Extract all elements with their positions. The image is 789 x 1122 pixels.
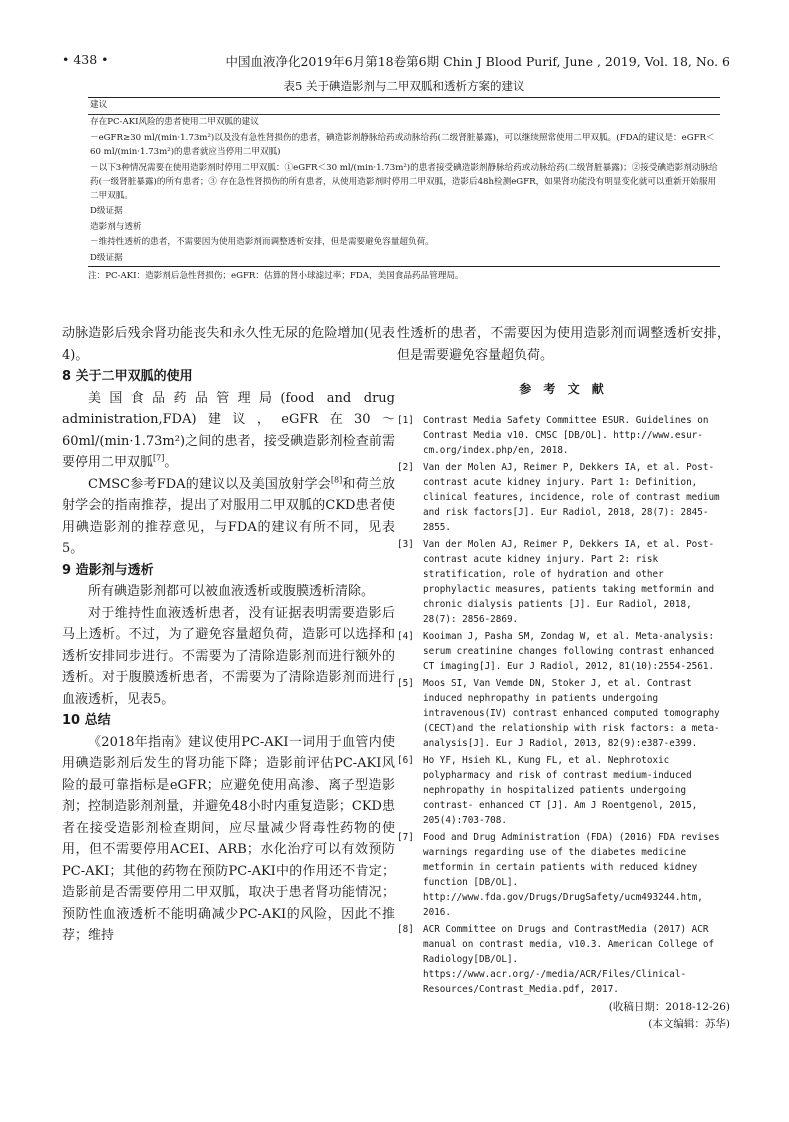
citation-ref: [8] [330,475,343,485]
section-8-heading: 8 关于二甲双胍的使用 [62,369,193,384]
reference-number: [7] [397,832,414,843]
editor-credit: (本文编辑：苏华) [648,1018,730,1030]
page-number: • 438 • [62,52,109,67]
reference-item [397,460,730,535]
journal-citation: 中国血液净化2019年6月第18卷第6期 Chin J Blood Purif, June , 2019, Vol. 18, No. 6 [225,54,730,69]
table-row: 造影剂与透析 [90,221,142,232]
running-header [62,52,730,72]
reference-text: Kooiman J, Pasha SM, Zondag W, et al. Meta-analysis: serum creatinine changes following contrast enhanced CT imaging[J]. Eur J Radiol, 2012, 81(10):2554-2561. [423,631,715,672]
table-row: D级证据 [90,206,123,216]
table-row: －维持性透析的患者，不需要因为使用造影剂而调整透析安排，但是需要避免容量超负荷。 [90,237,434,247]
left-column [62,323,395,947]
reference-item [397,629,730,674]
reference-list [397,413,730,997]
reference-text: Ho YF, Hsieh KL, Kung FL, et al. Nephrotoxic polypharmacy and risk of contrast medium-induced nephropathy in hospitalized patients undergoing contrast- enhanced CT [J]. Am J Roentgenol, 2015, 205(4):703-708. [423,755,698,826]
text-run: 和荷兰放射学会的指南推荐，提出了对服用二甲双胍的CKD患者使用碘造影剂的推荐意见，与FDA的建议有所不同，见表5。 [62,476,395,556]
table-note: 注：PC-AKI：造影剂后急性肾损伤；eGFR：估算的肾小球滤过率；FDA，美国食品药品管理局。 [88,271,464,281]
table-header-cell: 建议 [90,100,108,110]
reference-item [397,413,730,458]
reference-number: [5] [397,678,414,689]
text-run: 。 [164,455,178,470]
paragraph: 性透析的患者，不需要因为使用造影剂而调整透析安排，但是需要避免容量超负荷。 [397,326,730,363]
reference-text: ACR Committee on Drugs and ContrastMedia (2017) ACR manual on contrast media, v10.3. American College of Radiology[DB/OL]. https://www.acr.org/-/media/ACR/Files/Clinical-Resources/Contrast_Media.pdf, 2017. [423,924,715,995]
citation-ref: [7] [153,453,165,463]
table-title: 表5 关于碘造影剂与二甲双胍和透析方案的建议 [283,79,525,93]
reference-text: Van der Molen AJ, Reimer P, Dekkers IA, et al. Post-contrast acute kidney injury. Part 2: risk stratification, role of hydration and other prophylactic measures, patients taking metformin and chronic dialysis patients [J]. Eur Radiol, 2018, 28(7): 2856-2869. [423,539,715,625]
section-9-heading: 9 造影剂与透析 [62,562,154,578]
table-row: 存在PC-AKI风险的患者使用二甲双胍的建议 [90,116,259,127]
table-row: －以下3种情况需要在使用造影剂时停用二甲双胍：①eGFR＜30 ml/(min·1.73m²)的患者接受碘造影剂静脉给药或动脉给药(二级肾脏暴露)；②接受碘造影剂动脉给药(一级肾脏暴露)的所有患者；③ 存在急性肾损伤的所有患者，从使用造影剂时停用二甲双胍，造影后48h检测eGFR，如果肾功能没有明显变化就可以重新开始服用二甲双胍。 [90,163,718,201]
paragraph [62,474,395,560]
reference-number: [1] [397,415,414,426]
reference-item [397,830,730,920]
text-run: CMSC参考FDA的建议以及美国放射学会 [88,476,331,492]
paragraph [62,388,395,474]
reference-number: [2] [397,462,414,473]
reference-item [397,537,730,627]
references-heading: 参 考 文 献 [519,382,608,396]
reference-number: [8] [397,924,414,935]
table-5 [88,78,720,283]
reference-text: Contrast Media Safety Committee ESUR. Guidelines on Contrast Media v10. CMSC [DB/OL]. http://www.esur-cm.org/index.php/en, 2018. [423,415,709,456]
paragraph: 动脉造影后残余肾功能丧失和永久性无尿的危险增加(见表4)。 [62,326,395,363]
paragraph: 所有碘造影剂都可以被血液透析或腹膜透析清除。 [88,584,375,599]
reference-text: Van der Molen AJ, Reimer P, Dekkers IA, et al. Post-contrast acute kidney injury. Part 1: Definition, clinical features, incidence, role of contrast medium and risk factors[J]. Eur Radiol, 2018, 28(7): 2845-2855. [423,462,720,533]
reference-text: Moos SI, Van Vemde DN, Stoker J, et al. Contrast induced nephropathy in patients undergoing intravenous(IV) contrast enhanced computed tomography (CECT)and the relationship with risk factors: a meta-analysis[J]. Eur J Radiol, 2013, 82(9):e387-e399. [423,678,720,749]
table-row: D级证据 [90,252,123,263]
reference-item [397,753,730,828]
text-run: 美国食品药品管理局(food and drug administration,FDA)建议，eGFR在30～60ml/(min·1.73m²)之间的患者，接受碘造影剂检查前需要停用二甲双胍 [62,390,395,470]
paragraph: 《2018年指南》建议使用PC-AKI一词用于血管内使用碘造影剂后发生的肾功能下降；造影前评估PC-AKI风险的最可靠指标是eGFR；应避免使用高渗、离子型造影剂；控制造影剂剂量，并避免48小时内重复造影；CKD患者在接受造影剂检查期间，应尽量减少肾毒性药物的使用，但不需要停用ACEI、ARB；水化治疗可以有效预防PC-AKI；其他的药物在预防PC-AKI中的作用还不肯定；造影前是否需要停用二甲双胍，取决于患者肾功能情况；预防性血液透析不能明确减少PC-AKI的风险，因此不推荐；维持 [62,734,395,943]
paragraph: 对于维持性血液透析患者，没有证据表明需要造影后马上透析。不过，为了避免容量超负荷，造影可以选择和透析安排同步进行。不需要为了清除造影剂而进行额外的透析。对于腹膜透析患者，不需要为了清除造影剂而进行血液透析，见表5。 [62,605,395,707]
reference-number: [3] [397,539,414,550]
reference-item [397,922,730,997]
reference-item [397,676,730,751]
section-10-heading: 10 总结 [62,713,111,728]
right-column [397,323,730,1033]
reference-number: [6] [397,755,414,766]
table-row: －eGFR≥30 ml/(min·1.73m²)以及没有急性肾损伤的患者，碘造影剂静脉给药或动脉给药(二级肾脏暴露)，可以继续照常使用二甲双胍。(FDA的建议是：eGFR＜60 ml/(min·1.73m²)的患者就应当停用二甲双胍) [90,133,715,157]
reference-number: [4] [397,631,414,642]
reference-text: Food and Drug Administration (FDA) (2016) FDA revises warnings regarding use of the diabetes medicine metformin in certain patients with reduced kidney function [DB/OL]. http://www.fda.gov/Drugs/DrugSafety/ucm493244.htm, 2016. [423,832,720,918]
received-date: (收稿日期：2018-12-26) [608,1001,730,1013]
